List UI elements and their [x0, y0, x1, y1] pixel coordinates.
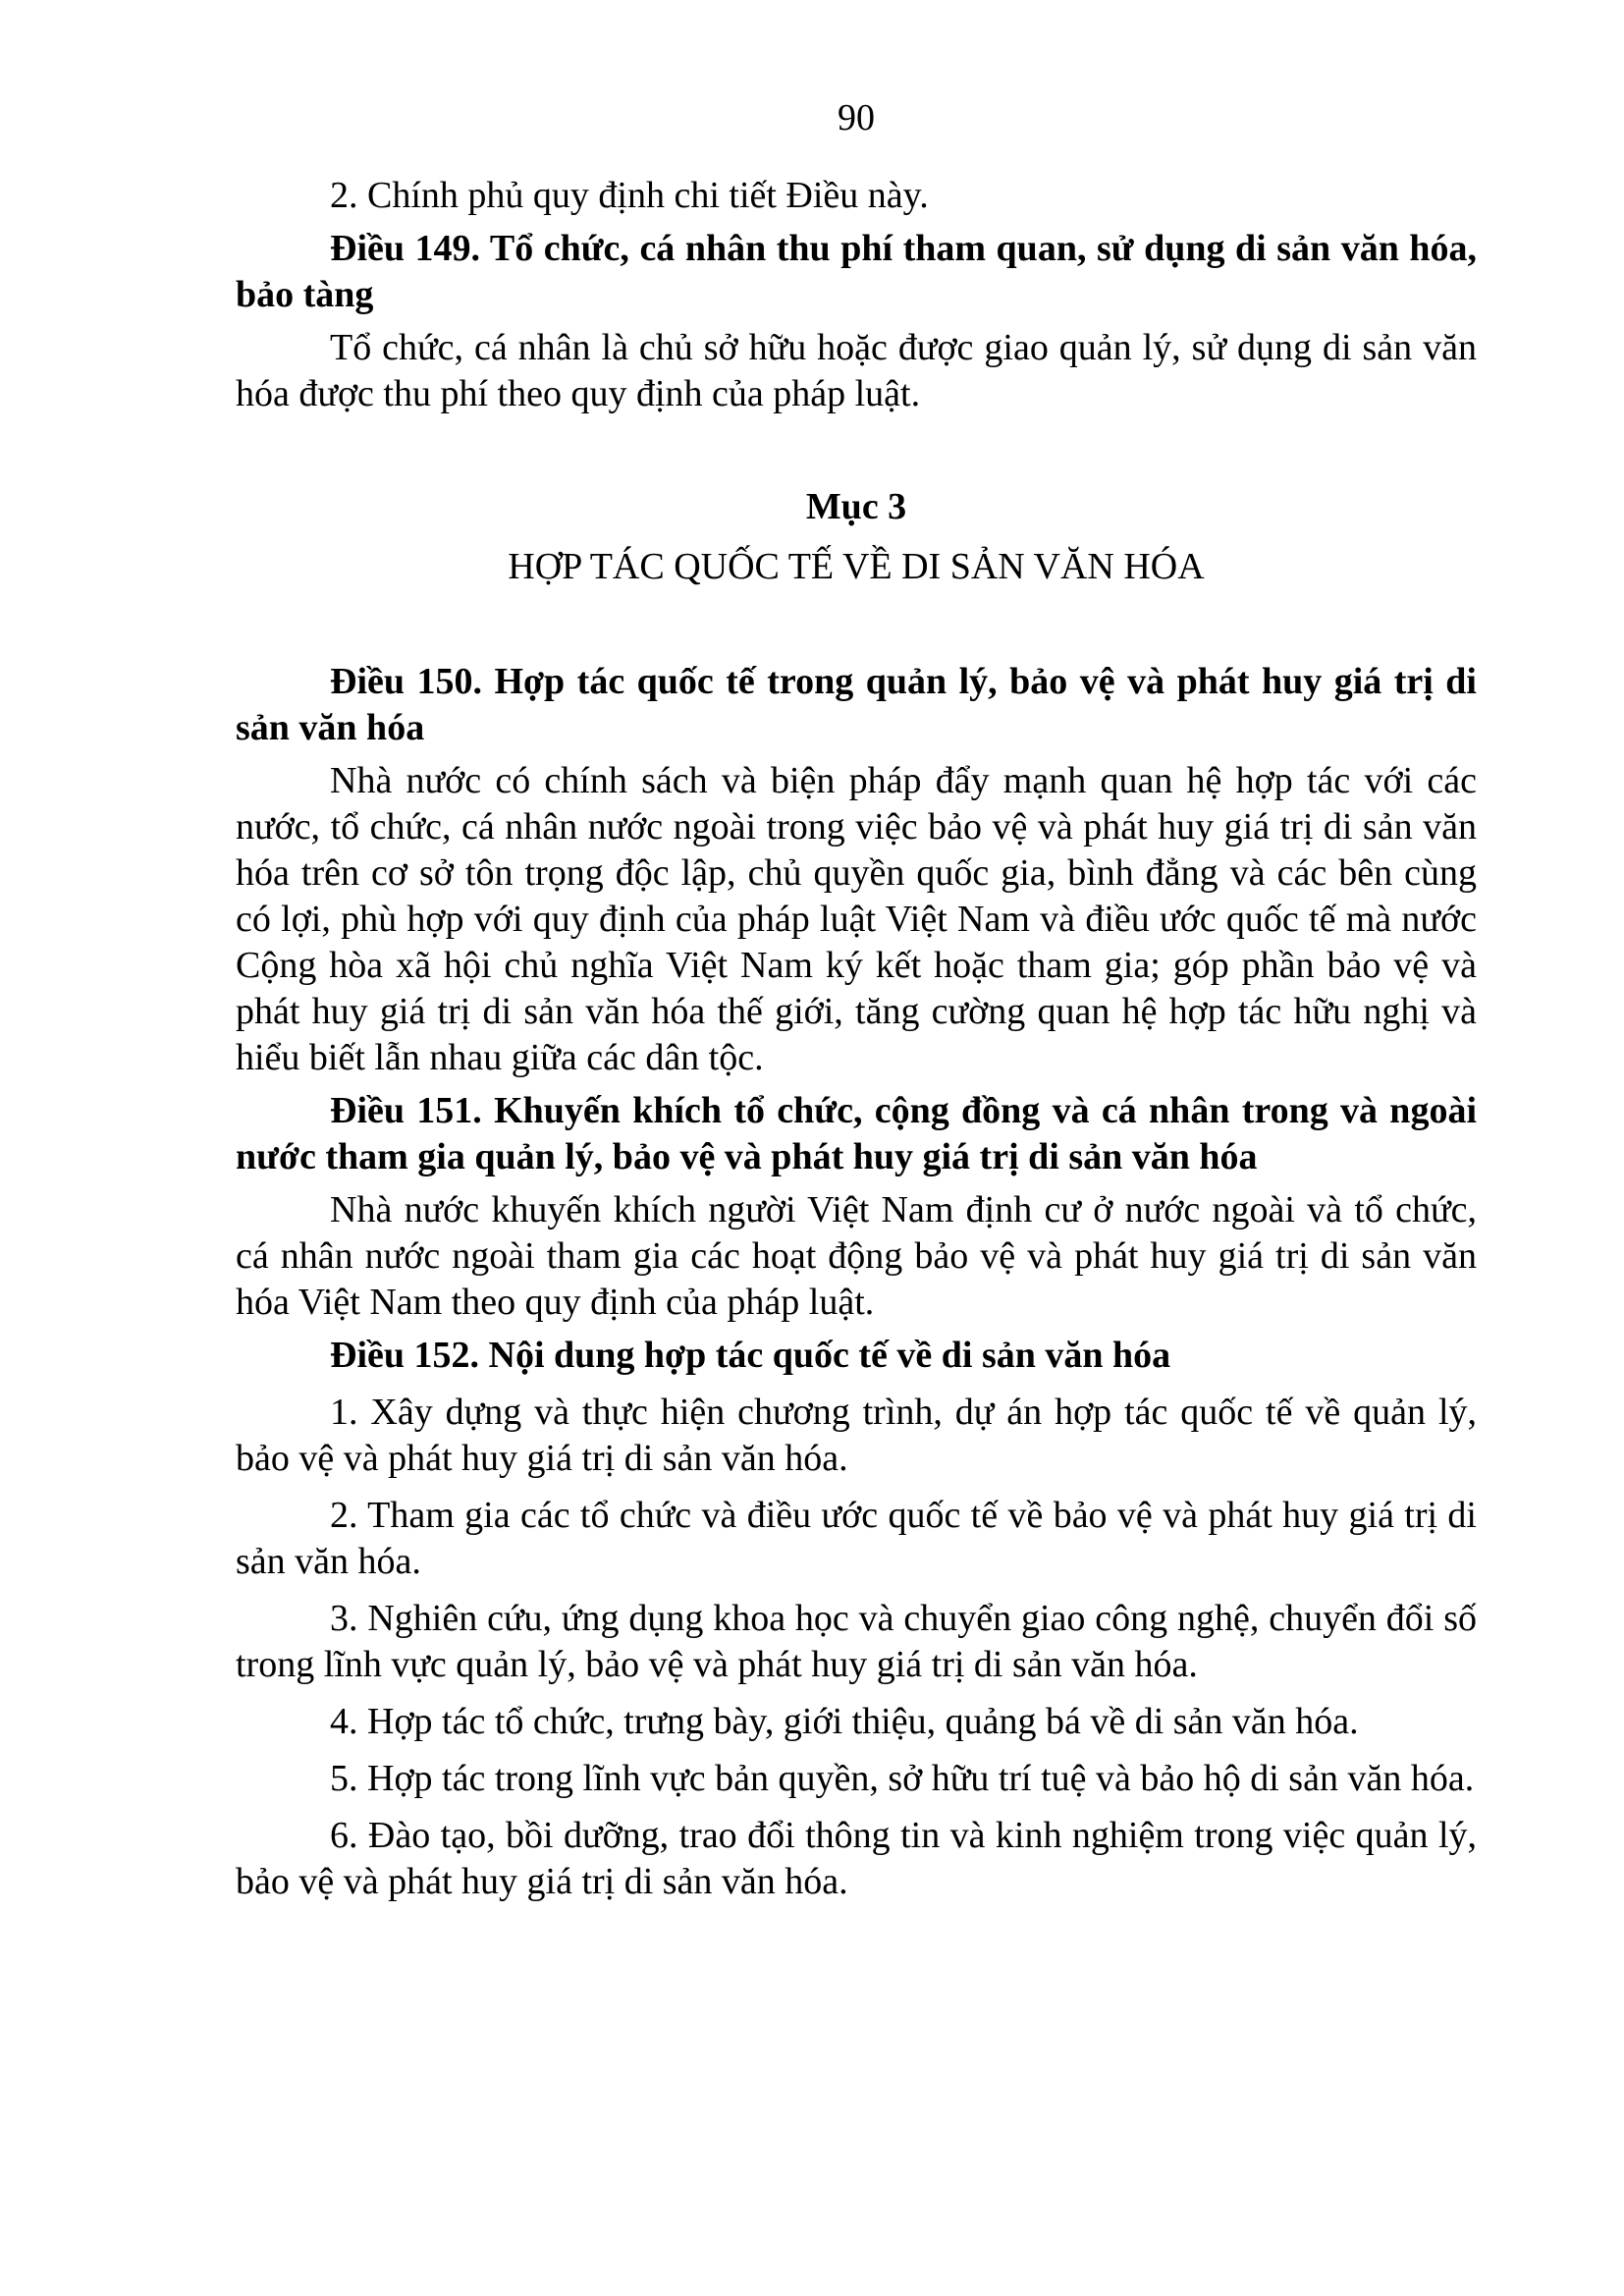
page-number: 90: [838, 97, 875, 138]
article-152-clause-2: 2. Tham gia các tổ chức và điều ước quốc tế về bảo vệ và phát huy giá trị di sản văn hóa.: [236, 1495, 1477, 1582]
article-152-clause-3: 3. Nghiên cứu, ứng dụng khoa học và chuyển giao công nghệ, chuyển đổi số trong lĩnh vực quản lý, bảo vệ và phát huy giá trị di sản văn hóa.: [236, 1598, 1477, 1685]
article-149-title: Điều 149. Tổ chức, cá nhân thu phí tham quan, sử dụng di sản văn hóa, bảo tàng: [236, 228, 1477, 315]
article-151-body: Nhà nước khuyến khích người Việt Nam định cư ở nước ngoài và tổ chức, cá nhân nước ngoài tham gia các hoạt động bảo vệ và phát huy giá trị di sản văn hóa Việt Nam theo quy định của pháp luật.: [236, 1189, 1477, 1323]
article-152-clause-6: 6. Đào tạo, bồi dưỡng, trao đổi thông tin và kinh nghiệm trong việc quản lý, bảo vệ và phát huy giá trị di sản văn hóa.: [236, 1815, 1477, 1902]
section-heading: [236, 484, 1477, 590]
article-152-clause-1: 1. Xây dựng và thực hiện chương trình, dự án hợp tác quốc tế về quản lý, bảo vệ và phát huy giá trị di sản văn hóa.: [236, 1392, 1477, 1479]
article-152-title: Điều 152. Nội dung hợp tác quốc tế về di sản văn hóa: [330, 1335, 1171, 1376]
section-label: Mục 3: [805, 486, 907, 527]
article-152-clause-4: 4. Hợp tác tổ chức, trưng bày, giới thiệu, quảng bá về di sản văn hóa.: [330, 1701, 1359, 1742]
page-content: [236, 173, 1477, 1905]
article-149-body: Tổ chức, cá nhân là chủ sở hữu hoặc được giao quản lý, sử dụng di sản văn hóa được thu phí theo quy định của pháp luật.: [236, 327, 1477, 414]
article-150-title: Điều 150. Hợp tác quốc tế trong quản lý, bảo vệ và phát huy giá trị di sản văn hóa: [236, 661, 1477, 748]
article-152-clause-5: 5. Hợp tác trong lĩnh vực bản quyền, sở hữu trí tuệ và bảo hộ di sản văn hóa.: [330, 1758, 1475, 1799]
clause-paragraph: 2. Chính phủ quy định chi tiết Điều này.: [330, 175, 929, 216]
article-151-title: Điều 151. Khuyến khích tổ chức, cộng đồng và cá nhân trong và ngoài nước tham gia quản lý, bảo vệ và phát huy giá trị di sản văn hóa: [236, 1090, 1477, 1177]
article-150-body: Nhà nước có chính sách và biện pháp đẩy mạnh quan hệ hợp tác với các nước, tổ chức, cá nhân nước ngoài trong việc bảo vệ và phát huy giá trị di sản văn hóa trên cơ sở tôn trọng độc lập, chủ quyền quốc gia, bình đẳng và các bên cùng có lợi, phù hợp với quy định của pháp luật Việt Nam và điều ước quốc tế mà nước Cộng hòa xã hội chủ nghĩa Việt Nam ký kết hoặc tham gia; góp phần bảo vệ và phát huy giá trị di sản văn hóa thế giới, tăng cường quan hệ hợp tác hữu nghị và hiểu biết lẫn nhau giữa các dân tộc.: [236, 760, 1477, 1078]
section-title: HỢP TÁC QUỐC TẾ VỀ DI SẢN VĂN HÓA: [508, 546, 1205, 587]
